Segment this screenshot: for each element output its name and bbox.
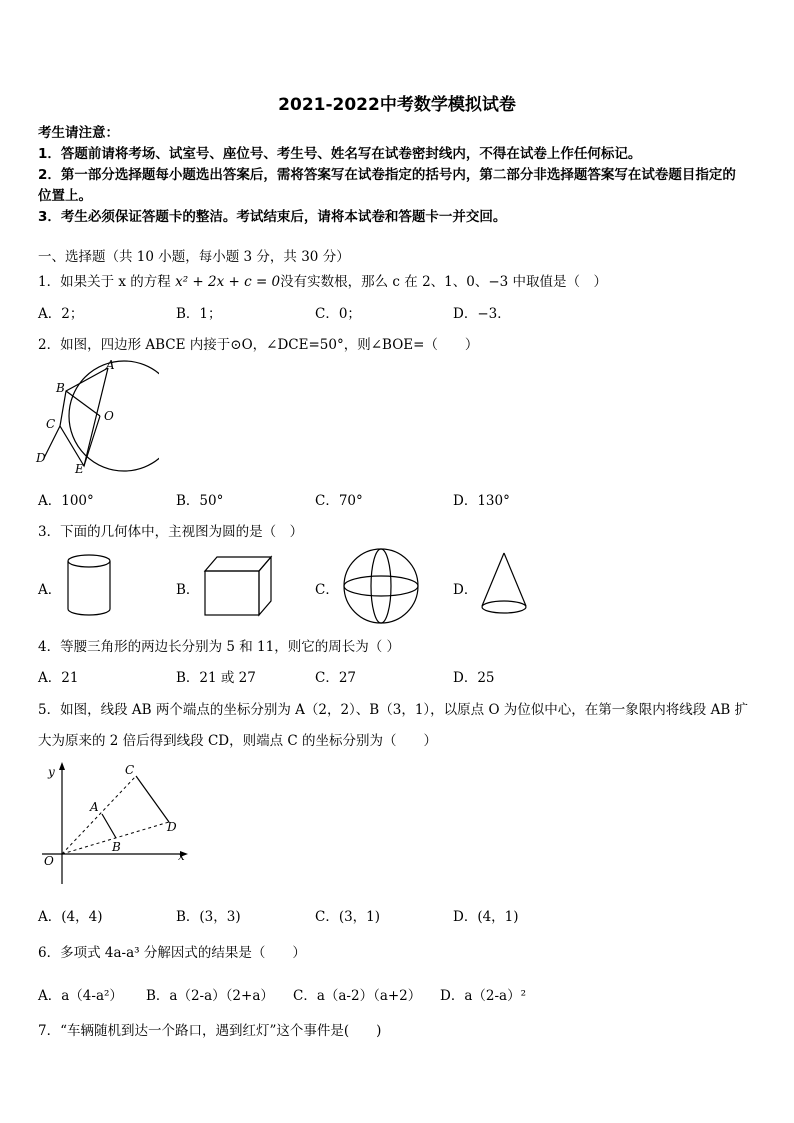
sphere-figure — [341, 546, 421, 626]
q6-option-d[interactable]: D．a（2-a）² — [440, 988, 526, 1004]
page-title: 2021-2022中考数学模拟试卷 — [278, 95, 516, 115]
label-a: A — [90, 800, 99, 814]
label-b: B — [56, 381, 65, 395]
q5-option-a[interactable]: A．(4，4) — [38, 909, 103, 925]
label-c: C — [46, 417, 56, 431]
ray-oc — [62, 776, 136, 854]
notice-line-2: 2．第一部分选择题每小题选出答案后，需将答案写在试卷指定的括号内，第二部分非选择题答案写在试卷题目指定的 — [38, 167, 736, 183]
segment-oe — [84, 416, 100, 466]
question-1 — [38, 270, 607, 290]
q5-option-b[interactable]: B．(3，3) — [176, 909, 241, 925]
segment-ab — [102, 814, 116, 838]
q1-option-d[interactable]: D．−3． — [453, 306, 511, 322]
label-c: C — [125, 763, 135, 777]
q3-option-d[interactable]: D． — [453, 582, 478, 598]
q6-option-a[interactable]: A．a（4-a²） — [38, 988, 123, 1004]
question-1-text-b: 没有实数根，那么 c 在 2、1、0、−3 中取值是（ ） — [280, 274, 608, 290]
cube-figure — [202, 553, 274, 619]
q6-option-b[interactable]: B．a（2-a）（2+a） — [146, 988, 274, 1004]
label-b: B — [112, 840, 121, 854]
q1-option-a[interactable]: A．2； — [38, 306, 84, 322]
question-6-text: 6．多项式 4a-a³ 分解因式的结果是（ ） — [38, 945, 306, 961]
cylinder-figure — [64, 552, 114, 618]
q2-option-b[interactable]: B．50° — [176, 493, 224, 509]
q6-option-c[interactable]: C．a（a-2）（a+2） — [293, 988, 422, 1004]
question-1-text-a: 1．如果关于 x 的方程 — [38, 274, 176, 290]
q3-option-c[interactable]: C． — [315, 582, 339, 598]
q1-option-c[interactable]: C．0； — [315, 306, 361, 322]
quadrilateral-abce — [60, 368, 108, 466]
label-e: E — [75, 462, 84, 476]
notice-line-3: 位置上。 — [38, 188, 92, 204]
coordinate-figure — [36, 758, 196, 886]
q2-option-a[interactable]: A．100° — [38, 493, 94, 509]
section-heading: 一、选择题（共 10 小题，每小题 3 分，共 30 分） — [38, 249, 350, 265]
notice-line-1: 1．答题前请将考场、试室号、座位号、考生号、姓名写在试卷密封线内，不得在试卷上作任何标记。 — [38, 146, 642, 162]
question-5-line-1: 5．如图，线段 AB 两个端点的坐标分别为 A（2，2）、B（3，1），以原点 O 为位似中心，在第一象限内将线段 AB 扩 — [38, 702, 749, 718]
label-x: x — [178, 849, 185, 863]
segment-cd — [136, 776, 169, 822]
question-7-text: 7．“车辆随机到达一个路口，遇到红灯”这个事件是( ) — [38, 1023, 382, 1039]
notice-line-4: 3．考生必须保证答题卡的整洁。考试结束后，请将本试卷和答题卡一并交回。 — [38, 209, 507, 225]
q3-option-b[interactable]: B． — [176, 582, 200, 598]
q4-option-b[interactable]: B．21 或 27 — [176, 670, 256, 686]
question-4-text: 4．等腰三角形的两边长分别为 5 和 11，则它的周长为（ ） — [38, 639, 401, 655]
circle-o — [69, 361, 159, 471]
question-1-formula: x² + 2x + c = 0 — [175, 274, 281, 290]
q4-option-a[interactable]: A．21 — [38, 670, 79, 686]
label-o: O — [44, 854, 54, 868]
label-d: D — [167, 820, 177, 834]
notice-heading: 考生请注意： — [38, 125, 119, 141]
label-d: D — [36, 451, 46, 465]
label-y: y — [48, 765, 55, 779]
question-5-line-2: 大为原来的 2 倍后得到线段 CD，则端点 C 的坐标分别为（ ） — [38, 733, 438, 749]
segment-bo — [66, 391, 100, 416]
q1-option-b[interactable]: B．1； — [176, 306, 222, 322]
q3-option-a[interactable]: A． — [38, 582, 62, 598]
q2-option-d[interactable]: D．130° — [453, 493, 510, 509]
label-a: A — [106, 358, 115, 372]
question-2-text: 2．如图，四边形 ABCE 内接于⊙O，∠DCE=50°，则∠BOE=（ ） — [38, 337, 479, 353]
circle-quadrilateral-figure — [34, 358, 159, 476]
cone-figure — [478, 550, 530, 618]
question-3-text: 3．下面的几何体中，主视图为圆的是（ ） — [38, 524, 304, 540]
q4-option-d[interactable]: D．25 — [453, 670, 495, 686]
label-o: O — [104, 409, 114, 423]
q5-option-d[interactable]: D．(4，1) — [453, 909, 519, 925]
q5-option-c[interactable]: C．(3，1) — [315, 909, 381, 925]
q4-option-c[interactable]: C．27 — [315, 670, 357, 686]
q2-option-c[interactable]: C．70° — [315, 493, 363, 509]
